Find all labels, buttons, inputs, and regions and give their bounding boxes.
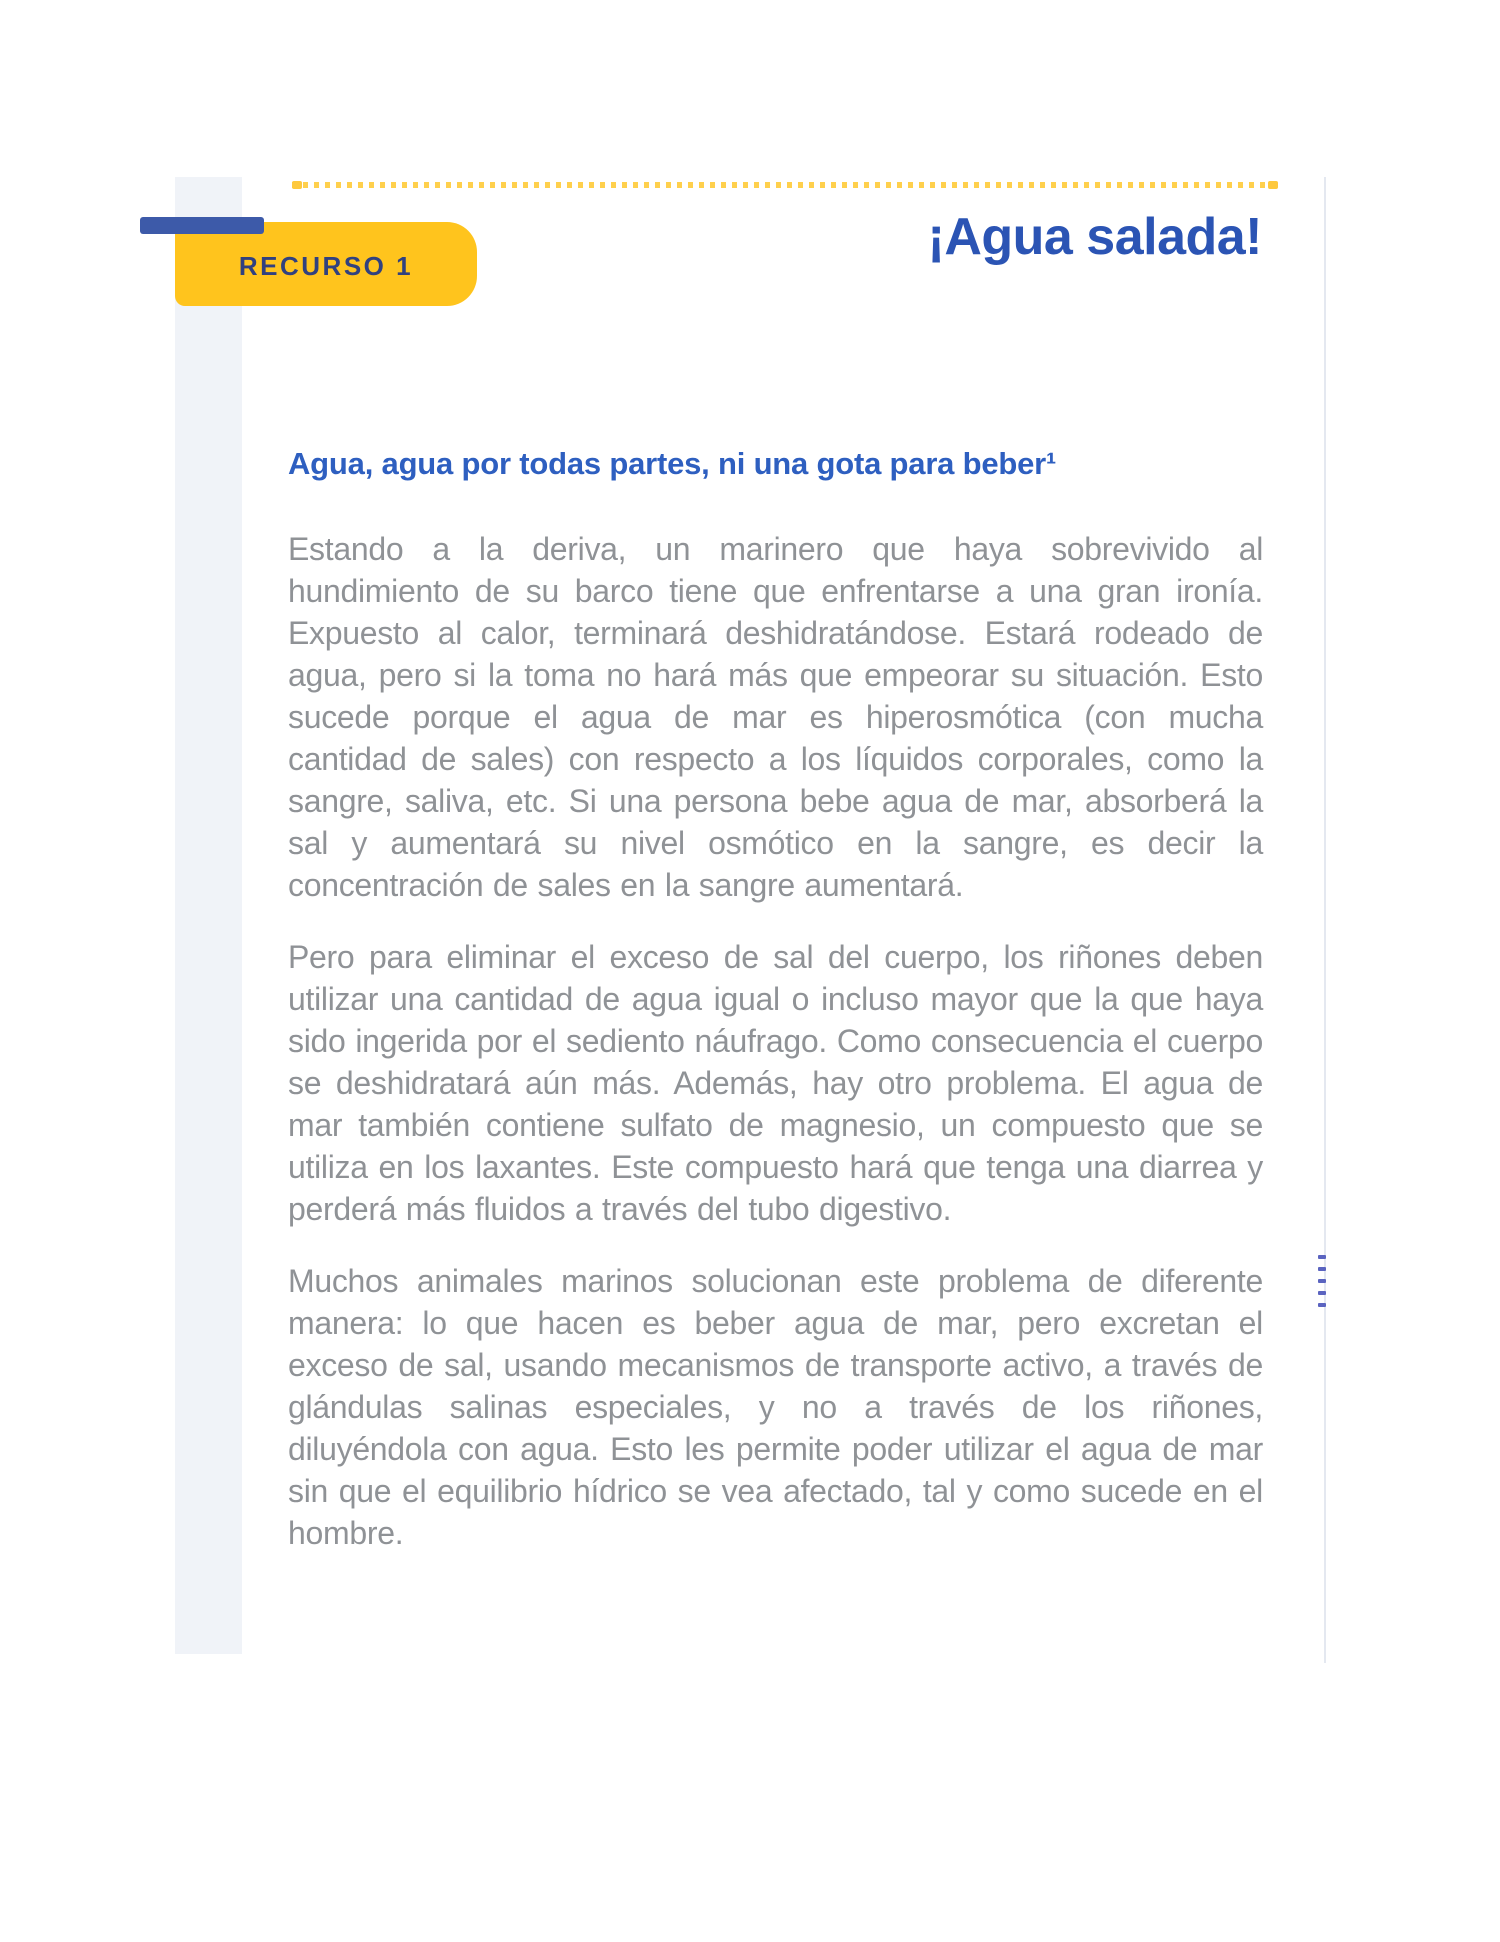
dash-icon [1318,1291,1326,1295]
dash-icon [1318,1267,1326,1271]
page-right-border [1324,177,1326,1663]
dash-icon [1318,1255,1326,1259]
dotted-divider [292,182,1278,188]
dash-icon [1318,1303,1326,1307]
dash-icon [1318,1279,1326,1283]
resource-badge [175,222,477,306]
paragraph-1: Estando a la deriva, un marinero que haya sobrevivido al hundimiento de su barco tiene que enfrentarse a una gran ironía. Expuesto al calor, terminará deshidratándose. Estará rodeado de agua, pero si la toma no hará más que empeorar su situación. Esto sucede porque el agua de mar es hiperosmótica (con mucha cantidad de sales) con respecto a los líquidos corporales, como la sangre, saliva, etc. Si una persona bebe agua de mar, absorberá la sal y aumentará su nivel osmótico en la sangre, es decir la concentración de sales en la sangre aumentará. [288,531,1263,903]
article-body [288,444,1263,1584]
article-heading: Agua, agua por todas partes, ni una gota para beber¹ [288,446,1057,481]
left-margin-strip [175,177,242,1654]
resource-badge-label: RECURSO 1 [238,250,414,281]
paragraph-3: Muchos animales marinos solucionan este problema de diferente manera: lo que hacen es beber agua de mar, pero excretan el exceso de sal, usando mecanismos de transporte activo, a través de glándulas salinas especiales, y no a través de los riñones, diluyéndola con agua. Esto les permite poder utilizar el agua de mar sin que el equilibrio hídrico se vea afectado, tal y como sucede en el hombre. [288,1263,1263,1551]
paragraph-2: Pero para eliminar el exceso de sal del cuerpo, los riñones deben utilizar una cantidad de agua igual o incluso mayor que la que haya sido ingerida por el sediento náufrago. Como consecuencia el cuerpo se deshidratará aún más. Además, hay otro problema. El agua de mar también contiene sulfato de magnesio, un compuesto que se utiliza en los laxantes. Este compuesto hará que tenga una diarrea y perderá más fluidos a través del tubo digestivo. [288,939,1263,1227]
blue-dash-marker [1318,1255,1328,1307]
badge-accent-bar [140,217,264,234]
page-title: ¡Agua salada! [927,208,1262,266]
